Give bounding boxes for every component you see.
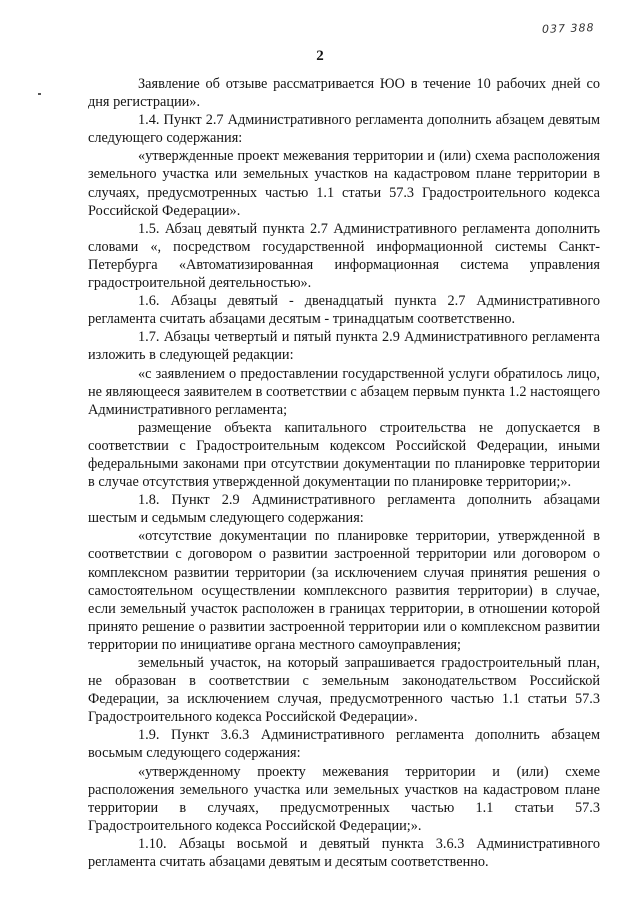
paragraph-1-7: 1.7. Абзацы четвертый и пятый пункта 2.9 Административного регламента изложить в следующей редакции: — [88, 329, 600, 364]
document-body — [88, 75, 600, 871]
paragraph-1-4-quote: «утвержденные проект межевания территории и (или) схема расположения земельного участка или земельных участков на кадастровом плане территории в случаях, предусмотренных частью 1.1 статьи 57.3 Градостроительного кодекса Российской Федерации». — [88, 148, 600, 219]
paragraph-1-8-quote-a: «отсутствие документации по планировке территории, утвержденной в соответствии с договором о развитии застроенной территории или договором о комплексном развитии территории (за исключением случая принятия решения о самостоятельном осуществлении комплексного развития территории) в случае, если земельный участок расположен в границах территории, в отношении которой принято решение о развитии застроенной территории или о комплексном развитии территории по инициативе органа местного самоуправления; — [88, 528, 600, 653]
paragraph-1-8: 1.8. Пункт 2.9 Административного регламента дополнить абзацами шестым и седьмым следующего содержания: — [88, 492, 600, 527]
page-number: 2 — [316, 48, 324, 64]
paragraph-1-4: 1.4. Пункт 2.7 Административного регламента дополнить абзацем девятым следующего содержания: — [88, 112, 600, 147]
margin-mark — [38, 93, 41, 95]
paragraph-1-7-quote-b: размещение объекта капитального строительства не допускается в соответствии с Градостроительным кодексом Российской Федерации, иными федеральными законами при отсутствии документации по планировке территории в случае отсутствия утвержденной документации по планировке территории;». — [88, 419, 600, 491]
paragraph-1-5: 1.5. Абзац девятый пункта 2.7 Административного регламента дополнить словами «, посредством государственной информационной системы Санкт-Петербурга «Автоматизированная информационная система управления градостроительной деятельностью». — [88, 220, 600, 292]
paragraph-1-6: 1.6. Абзацы девятый - двенадцатый пункта 2.7 Административного регламента считать абзацами десятым - тринадцатым соответственно. — [88, 293, 600, 328]
handwritten-registration-number: 037 388 — [541, 21, 595, 36]
paragraph-1-9: 1.9. Пункт 3.6.3 Административного регламента дополнить абзацем восьмым следующего содержания: — [88, 727, 600, 762]
paragraph-1-8-quote-b: земельный участок, на который запрашивается градостроительный план, не образован в соответствии с земельным законодательством Российской Федерации, за исключением случая, предусмотренного частью 1.1 статьи 57.3 Градостроительного кодекса Российской Федерации». — [88, 655, 600, 726]
paragraph-1-9-quote: «утвержденному проекту межевания территории и (или) схеме расположения земельного участка или земельных участков на кадастровом плане территории в случаях, предусмотренных частью 1.1 статьи 57.3 Градостроительного кодекса Российской Федерации;». — [88, 763, 600, 834]
paragraph-1-10: 1.10. Абзацы восьмой и девятый пункта 3.6.3 Административного регламента считать абзацами девятым и десятым соответственно. — [88, 835, 600, 871]
paragraph-1-7-quote-a: «с заявлением о предоставлении государственной услуги обратилось лицо, не являющееся заявителем в соответствии с абзацем первым пункта 1.2 настоящего Административного регламента; — [88, 365, 600, 418]
paragraph-withdrawal-review: Заявление об отзыве рассматривается ЮО в течение 10 рабочих дней со дня регистрации». — [88, 76, 600, 111]
